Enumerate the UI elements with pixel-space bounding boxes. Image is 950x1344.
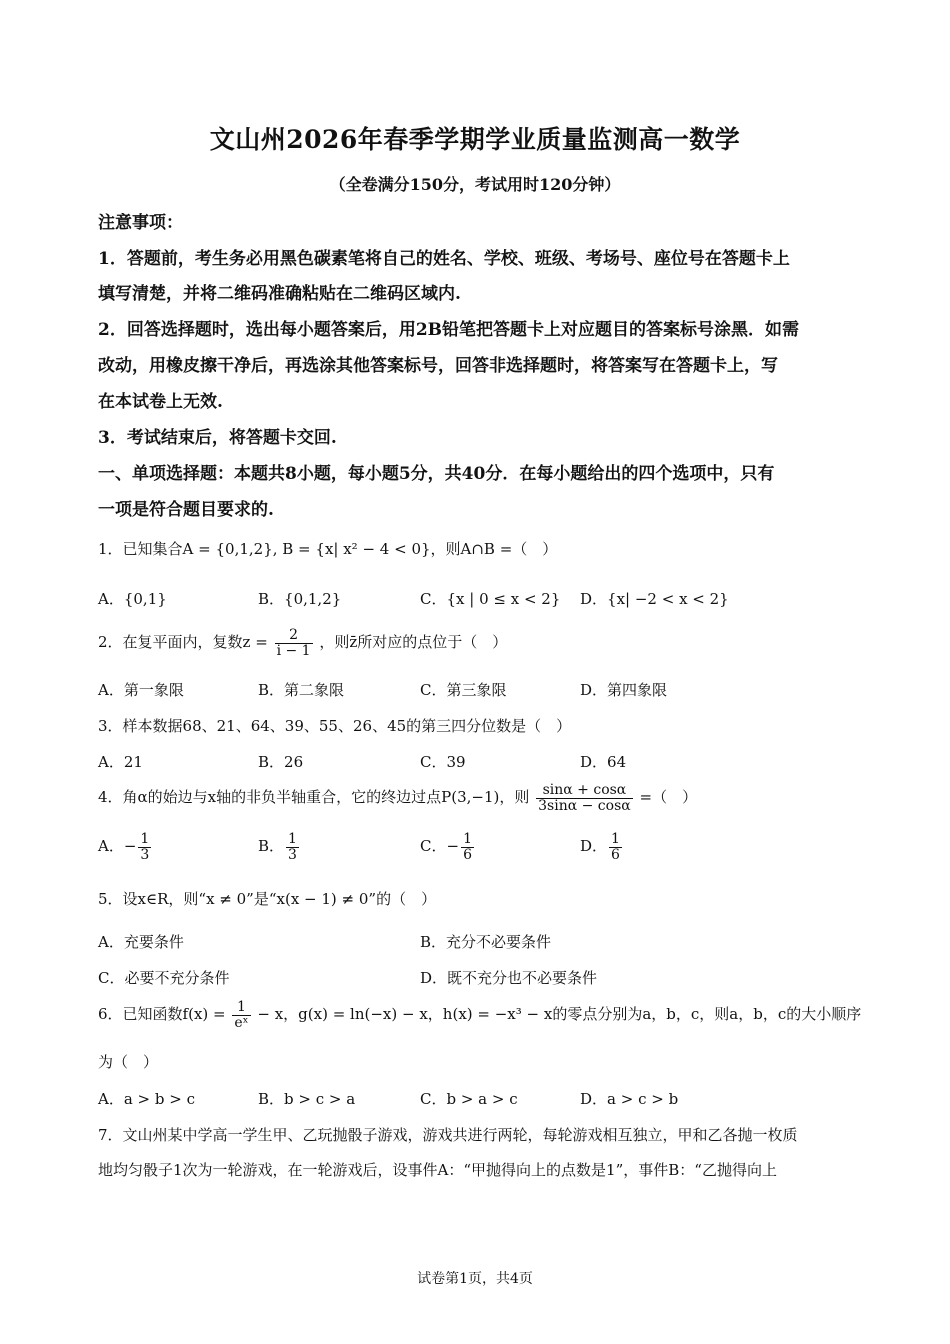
notice-line: 3．考试结束后，将答题卡交回. bbox=[98, 428, 337, 448]
q4-option-d bbox=[580, 832, 624, 862]
option-label: D． bbox=[580, 837, 608, 856]
section-heading: 一项是符合题目要求的. bbox=[98, 500, 274, 520]
fraction-denominator: 3sinα − cosα bbox=[538, 797, 631, 814]
q3-option-b: B．26 bbox=[258, 753, 304, 771]
q3-option-c: C．39 bbox=[420, 753, 466, 771]
q2-option-b: B．第二象限 bbox=[258, 681, 345, 699]
fraction-denominator: 6 bbox=[463, 846, 472, 863]
page-title: 文山州2026年春季学期学业质量监测高一数学 bbox=[209, 125, 741, 154]
notice-heading: 注意事项： bbox=[98, 213, 183, 233]
option-label: C． bbox=[420, 837, 447, 856]
q6-option-b: B．b > c > a bbox=[258, 1090, 356, 1108]
fraction-numerator: 1 bbox=[288, 831, 297, 847]
page-footer: 试卷第1页，共4页 bbox=[417, 1271, 533, 1287]
fraction-numerator: 2 bbox=[275, 628, 313, 644]
question-7-stem: 7．文山州某中学高一学生甲、乙玩抛骰子游戏，游戏共进行两轮，每轮游戏相互独立，甲和乙各抛一枚质 bbox=[98, 1126, 798, 1144]
option-fraction bbox=[609, 832, 622, 862]
q4-option-a bbox=[98, 832, 153, 862]
fraction-denominator: i − 1 bbox=[276, 642, 311, 659]
q4-fraction bbox=[536, 783, 633, 813]
q5-option-d: D．既不充分也不必要条件 bbox=[420, 969, 598, 987]
q1-option-a: A．{0,1} bbox=[98, 590, 167, 608]
q5-option-c: C．必要不充分条件 bbox=[98, 969, 230, 987]
option-sign: − bbox=[446, 837, 460, 856]
question-7-stem-cont: 地均匀骰子1次为一轮游戏，在一轮游戏后，设事件A：“甲抛得向上的点数是1”，事件B：“乙抛得向上 bbox=[98, 1161, 777, 1179]
q2-option-c: C．第三象限 bbox=[420, 681, 507, 699]
question-5-stem: 5．设x∈R，则“x ≠ 0”是“x(x − 1) ≠ 0”的（ ） bbox=[98, 890, 437, 908]
fraction-numerator: 1 bbox=[463, 831, 472, 847]
notice-line: 2．回答选择题时，选出每小题答案后，用2B铅笔把答题卡上对应题目的答案标号涂黑．如需 bbox=[98, 320, 800, 340]
q4-stem-text: 4．角α的始边与x轴的非负半轴重合，它的终边过点P(3,−1)，则 bbox=[98, 788, 530, 807]
q2-fraction bbox=[275, 628, 313, 658]
q2-stem-text: ，则z̄所对应的点位于（ ） bbox=[319, 633, 508, 652]
question-2-stem bbox=[98, 628, 507, 658]
notice-line: 在本试卷上无效. bbox=[98, 392, 223, 412]
question-6-stem bbox=[98, 1000, 861, 1030]
fraction-denominator: 3 bbox=[288, 846, 297, 863]
option-fraction bbox=[461, 832, 474, 862]
q2-stem-text: 2．在复平面内，复数z = bbox=[98, 633, 268, 652]
q5-option-a: A．充要条件 bbox=[98, 933, 184, 951]
q2-option-d: D．第四象限 bbox=[580, 681, 668, 699]
fraction-numerator: 1 bbox=[232, 1000, 250, 1016]
question-3-stem: 3．样本数据68、21、64、39、55、26、45的第三四分位数是（ ） bbox=[98, 717, 572, 735]
q4-stem-text: =（ ） bbox=[639, 788, 698, 807]
q3-option-a: A．21 bbox=[98, 753, 143, 771]
q4-option-c bbox=[420, 832, 476, 862]
option-label: A． bbox=[98, 837, 124, 856]
fraction-numerator: 1 bbox=[140, 831, 150, 847]
option-sign: − bbox=[123, 837, 137, 856]
q3-option-d: D．64 bbox=[580, 753, 627, 771]
q6-fraction bbox=[232, 1000, 250, 1030]
q1-option-c: C．{x | 0 ≤ x < 2} bbox=[420, 590, 561, 608]
page-subtitle: （全卷满分150分，考试用时120分钟） bbox=[329, 175, 621, 194]
option-fraction bbox=[138, 832, 151, 862]
option-fraction bbox=[286, 832, 299, 862]
q4-option-b bbox=[258, 832, 301, 862]
q6-option-c: C．b > a > c bbox=[420, 1090, 518, 1108]
question-4-stem bbox=[98, 783, 697, 813]
fraction-denominator: 3 bbox=[140, 846, 150, 863]
notice-line: 改动，用橡皮擦干净后，再选涂其他答案标号，回答非选择题时，将答案写在答题卡上，写 bbox=[98, 356, 778, 376]
q6-option-a: A．a > b > c bbox=[98, 1090, 195, 1108]
notice-line: 填写清楚，并将二维码准确粘贴在二维码区域内. bbox=[98, 284, 461, 304]
question-6-stem-cont: 为（ ） bbox=[98, 1053, 159, 1071]
q6-stem-text: − x，g(x) = ln(−x) − x，h(x) = −x³ − x的零点分别为a，b，c，则a，b，c的大小顺序 bbox=[257, 1005, 862, 1024]
option-label: B． bbox=[258, 837, 285, 856]
fraction-denominator: 6 bbox=[611, 846, 620, 863]
fraction-numerator: 1 bbox=[611, 831, 620, 847]
section-heading: 一、单项选择题：本题共8小题，每小题5分，共40分．在每小题给出的四个选项中，只有 bbox=[98, 464, 775, 484]
fraction-numerator: sinα + cosα bbox=[536, 783, 633, 799]
q1-option-b: B．{0,1,2} bbox=[258, 590, 342, 608]
q1-option-d: D．{x| −2 < x < 2} bbox=[580, 590, 729, 608]
question-1-stem: 1．已知集合A = {0,1,2}, B = {x| x² − 4 < 0}，则A∩B =（ ） bbox=[98, 540, 558, 558]
notice-line: 1．答题前，考生务必用黑色碳素笔将自己的姓名、学校、班级、考场号、座位号在答题卡上 bbox=[98, 249, 790, 269]
q5-option-b: B．充分不必要条件 bbox=[420, 933, 552, 951]
fraction-denominator: eˣ bbox=[234, 1014, 249, 1031]
q6-option-d: D．a > c > b bbox=[580, 1090, 679, 1108]
q2-option-a: A．第一象限 bbox=[98, 681, 184, 699]
q6-stem-text: 6．已知函数f(x) = bbox=[98, 1005, 226, 1024]
